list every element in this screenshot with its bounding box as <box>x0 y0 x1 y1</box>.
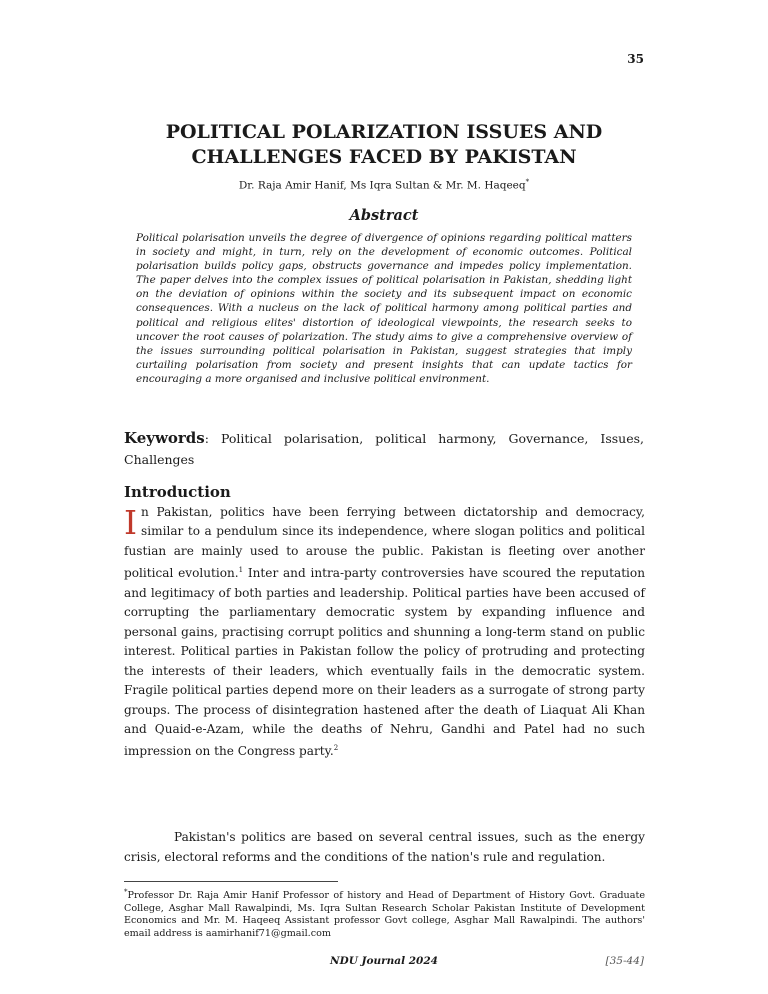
paper-title <box>0 120 768 170</box>
abstract-heading: Abstract <box>349 207 419 224</box>
page-number: 35 <box>627 52 644 66</box>
footnote-divider <box>124 881 338 882</box>
introduction-heading: Introduction <box>124 483 231 501</box>
abstract-text: Political polarisation unveils the degree of divergence of opinions regarding political matters in society and might, in turn, rely on the development of economic outcomes. Political polarisation builds policy gaps, obstructs governance and impedes policy implementation. The paper delves into the complex issues of political polarisation in Pakistan, shedding light on the deviation of opinions within the society and its subsequent impact on economic consequences. With a nucleus on the lack of political harmony among political parties and political and religious elites' distortion of ideological viewpoints, the research seeks to uncover the root causes of polarization. The study aims to give a comprehensive overview of the issues surrounding political polarisation in Pakistan, suggest strategies that imply curtailing polarisation from society and present insights that can update tactics for encouraging a more organised and inclusive political environment. <box>136 232 632 385</box>
footer-page-range: [35-44] <box>605 955 644 967</box>
footnote-ref-1: 1 <box>238 566 244 575</box>
introduction-paragraph <box>124 503 645 762</box>
intro-text-a: n Pakistan, politics have been ferrying between dictatorship and democracy, similar to a pendulum since its independence, where slogan politics and political fustian are mainly used to arouse the public. Pakistan is fleeting over another political evolution. <box>124 505 645 581</box>
title-line-2: CHALLENGES FACED BY PAKISTAN <box>191 146 577 168</box>
footnote-mark: * <box>124 888 128 896</box>
keywords <box>124 428 644 470</box>
title-line-1: POLITICAL POLARIZATION ISSUES AND <box>165 121 603 143</box>
footer-journal-name: NDU Journal 2024 <box>330 955 438 967</box>
intro-text-b: Inter and intra-party controversies have scoured the reputation and legitimacy of both parties and leadership. Political parties have been accused of corrupting the parliamentary democratic system by expanding influence and personal gains, practising corrupt politics and shunning a long-term stand on public interest. Political parties in Pakistan follow the policy of protruding and protecting the interests of their leaders, which eventually fails in the democratic system. Fragile political parties depend more on their leaders as a surrogate of strong party groups. The process of disintegration hastened after the death of Liaquat Ali Khan and Quaid-e-Azam, while the deaths of Nehru, Gandhi and Patel had no such impression on the Congress party. <box>124 566 645 759</box>
footnote-ref-2: 2 <box>333 744 339 753</box>
author-note-mark: * <box>525 178 530 186</box>
keywords-label: Keywords <box>124 429 205 447</box>
footnote-text: Professor Dr. Raja Amir Hanif Professor of history and Head of Department of History Govt. Graduate College, Asghar Mall Rawalpindi, Ms. Iqra Sultan Research Scholar Pakistan Institute of Development Economics and Mr. M. Haqeeq Assistant professor Govt college, Asghar Mall Rawalpindi. The authors' email address is aamirhanif71@gmail.com <box>124 890 645 939</box>
author-names: Dr. Raja Amir Hanif, Ms Iqra Sultan & Mr. M. Haqeeq <box>238 179 526 192</box>
keywords-text: : Political polarisation, political harmony, Governance, Issues, Challenges <box>124 431 644 467</box>
author-footnote <box>124 886 645 941</box>
author-line <box>0 178 768 192</box>
second-paragraph: Pakistan's politics are based on several central issues, such as the energy crisis, electoral reforms and the conditions of the nation's rule and regulation. <box>124 830 645 864</box>
drop-cap: I <box>124 503 138 542</box>
